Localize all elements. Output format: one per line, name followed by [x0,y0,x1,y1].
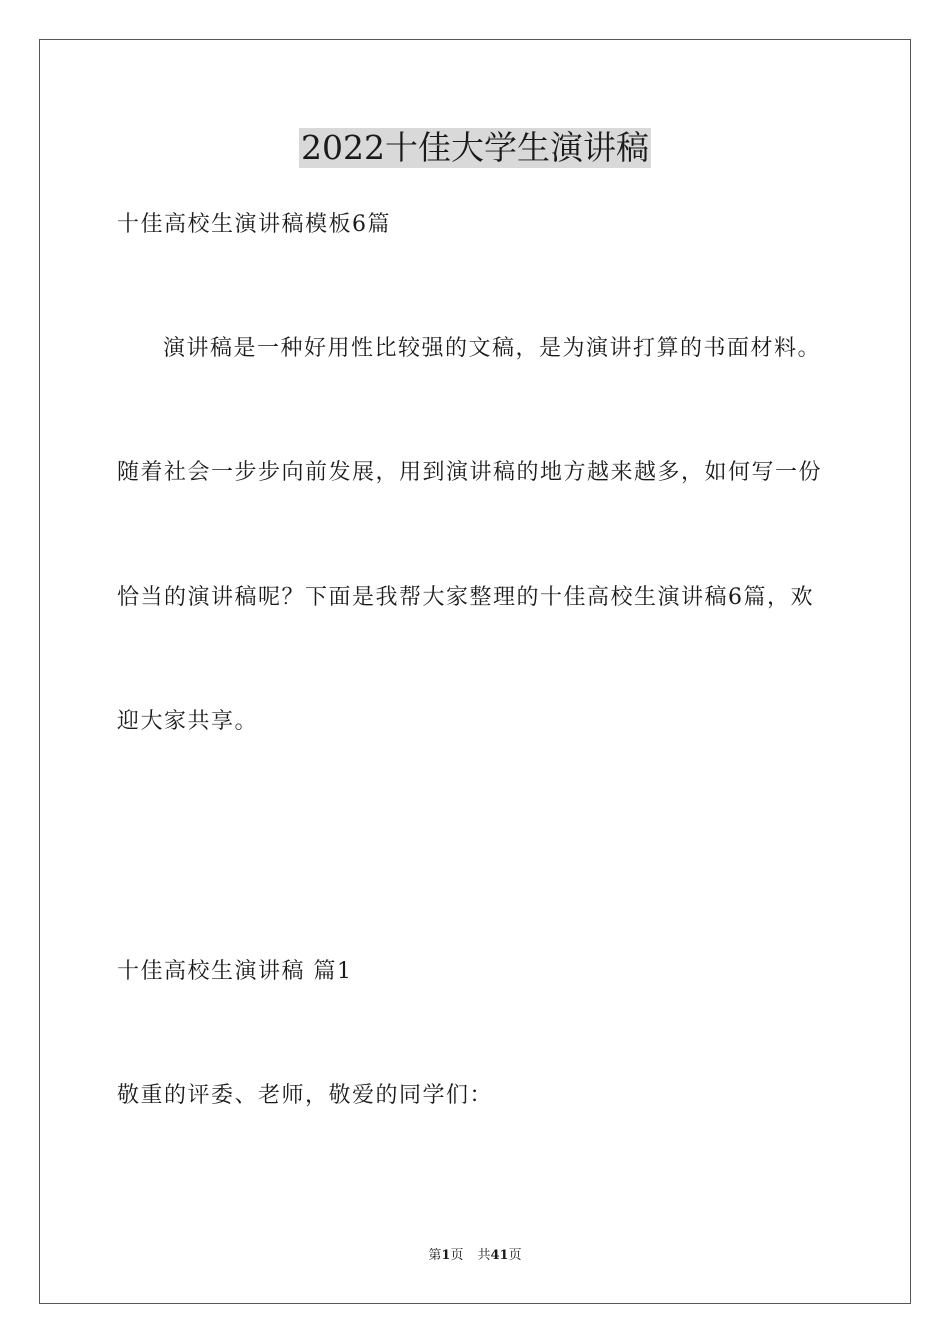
footer-total-pages: 41 [490,1248,509,1263]
title-container [0,128,950,168]
section-heading: 十佳高校生演讲稿 篇1 [117,959,353,984]
intro-line-2: 随着社会一步步向前发展，用到演讲稿的地方越来越多，如何写一份 [117,460,823,485]
page-footer [0,1247,950,1265]
intro-line-1: 演讲稿是一种好用性比较强的文稿，是为演讲打算的书面材料。 [163,336,822,361]
footer-total-suffix: 页 [508,1248,522,1263]
salutation: 敬重的评委、老师，敬爱的同学们： [117,1083,494,1108]
footer-total-prefix: 共 [477,1248,491,1263]
footer-page-prefix: 第 [428,1248,442,1263]
document-subtitle: 十佳高校生演讲稿模板6篇 [117,212,391,237]
footer-page-suffix: 页 [450,1248,464,1263]
intro-line-3: 恰当的演讲稿呢？下面是我帮大家整理的十佳高校生演讲稿6篇，欢 [117,585,814,610]
footer-page-number: 1 [441,1248,451,1263]
intro-line-4: 迎大家共享。 [117,709,259,734]
document-title: 2022十佳大学生演讲稿 [301,128,649,167]
